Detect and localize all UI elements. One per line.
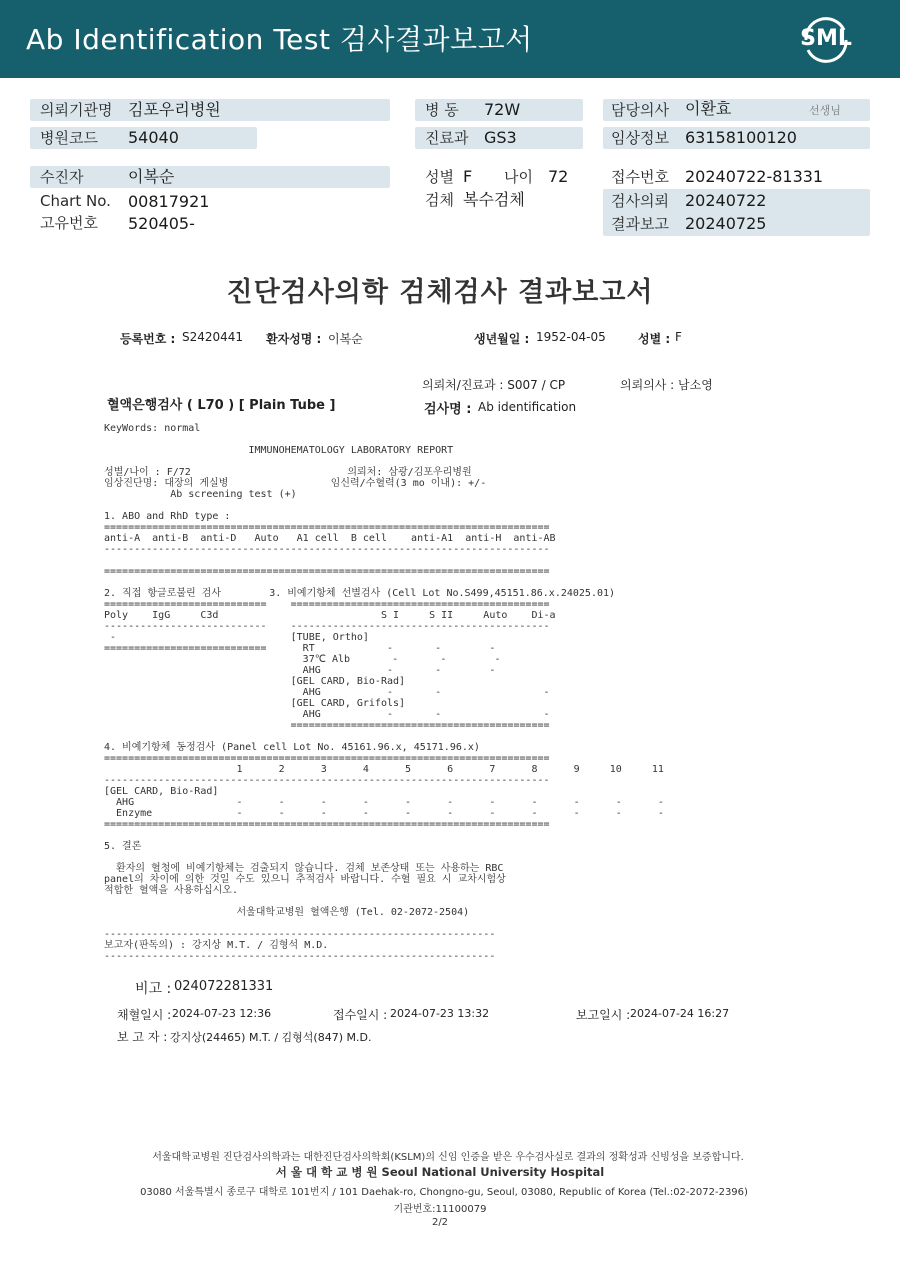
patient-value: 이복순 [128, 167, 175, 186]
doctor-label: 담당의사 [611, 101, 669, 119]
sex-label: 성별 [425, 168, 454, 186]
footer-certification: 서울대학교병원 진단검사의학과는 대한진단검사의학회(KSLM)의 신임 인증을 받은 우수검사실로 결과의 정확성과 신빙성을 보증합니다. [152, 1152, 744, 1163]
report-line: AHG - - - [104, 709, 550, 720]
header-bar [0, 0, 900, 78]
specimen-label: 검체 [425, 191, 454, 209]
logo-text: SML [800, 26, 852, 51]
doc-sex-label: 성별 : [638, 332, 671, 346]
report-line: 보고자(판독의) : 강지상 M.T. / 김형석 M.D. [104, 940, 329, 951]
report-line: -------------------------------------------------------------------------- [104, 775, 550, 786]
report-line: ----------------------------------------------------------------- [104, 951, 496, 962]
report-line: AHG - - - - - - - - - - - [104, 797, 664, 808]
doctor-suffix: 선생님 [809, 104, 841, 117]
ward-label: 병 동 [425, 101, 459, 119]
hospital-code-label: 병원코드 [40, 129, 98, 147]
report-time-label: 보고일시 : [576, 1008, 631, 1022]
report-line [104, 500, 664, 511]
report-date-label: 결과보고 [611, 215, 669, 233]
sml-logo [796, 10, 856, 70]
patient-bar [30, 166, 390, 188]
footer-address: 03080 서울특별시 종로구 대학로 101번지 / 101 Daehak-ro, Chongno-gu, Seoul, 03080, Republic of Korea (Tel.:02-2072-2396) [140, 1187, 748, 1198]
sex-value: F [463, 167, 473, 186]
institution-value: 김포우리병원 [128, 100, 221, 119]
report-line [104, 555, 664, 566]
reporter-label: 보 고 자 : [117, 1030, 168, 1044]
report-line [104, 918, 664, 929]
note-value: 024072281331 [174, 979, 274, 994]
report-line: =========================================== [104, 720, 550, 731]
report-line: =========================== =========================================== [104, 599, 550, 610]
report-line: 37℃ Alb - - - [104, 654, 501, 665]
receive-value: 2024-07-23 13:32 [390, 1007, 490, 1020]
report-date-value: 20240725 [685, 214, 767, 233]
ward-value: 72W [484, 100, 521, 119]
report-line: 성별/나이 : F/72 의뢰처: 삼광/김포우리병원 [104, 467, 472, 478]
dept-label: 진료과 [425, 129, 469, 147]
report-line: [GEL CARD, Bio-Rad] [104, 676, 406, 687]
report-line [104, 456, 664, 467]
page-number: 2/2 [431, 1217, 449, 1228]
report-line: 환자의 혈청에 비예기항체는 검출되지 않습니다. 검체 보존상태 또는 사용하는 RBC [104, 863, 504, 874]
reg-label: 등록번호 : [120, 332, 176, 346]
report-line [104, 896, 664, 907]
hospital-code-value: 54040 [128, 128, 179, 147]
age-value: 72 [548, 167, 569, 186]
receive-label: 접수일시 : [333, 1008, 388, 1022]
report-line: ----------------------------------------------------------------- [104, 929, 496, 940]
receipt-label: 접수번호 [611, 168, 669, 186]
report-line: 2. 직접 항글로불린 검사 3. 비예기항체 선별검사 (Cell Lot No.S499,45151.86.x.24025.01) [104, 588, 616, 599]
report-line [104, 731, 664, 742]
report-line: Enzyme - - - - - - - - - - - [104, 808, 664, 819]
doctor-value: 이환효 [685, 99, 732, 118]
ref-doctor: 의뢰의사 : 남소영 [620, 378, 713, 392]
test-name-label: 검사명 : [424, 402, 472, 417]
report-line: 서울대학교병원 혈액은행 (Tel. 02-2072-2504) [104, 907, 470, 918]
test-name-value: Ab identification [478, 400, 577, 414]
report-line: 적합한 혈액을 사용하십시오. [104, 885, 238, 896]
dob-label: 생년월일 : [474, 332, 530, 346]
clinical-value: 63158100120 [685, 128, 797, 147]
doc-sex-value: F [675, 330, 682, 344]
test-group: 혈액은행검사 ( L70 ) [ Plain Tube ] [107, 398, 336, 413]
report-line: KeyWords: normal [104, 423, 201, 434]
report-line: 임상진단명: 대장의 게실병 임신력/수혈력(3 mo 이내): +/- [104, 478, 487, 489]
report-line: 4. 비예기항체 동정검사 (Panel cell Lot No. 45161.96.x, 45171.96.x) [104, 742, 480, 753]
footer-institution-number: 기관번호:11100079 [393, 1204, 487, 1215]
reg-value: S2420441 [182, 330, 244, 344]
specimen-value: 복수검체 [463, 190, 525, 209]
report-line: [GEL CARD, Grifols] [104, 698, 406, 709]
report-line: 1 2 3 4 5 6 7 8 9 10 11 [104, 764, 664, 775]
report-line: 1. ABO and RhD type : [104, 511, 231, 522]
reporter-value: 강지상(24465) M.T. / 김형석(847) M.D. [170, 1031, 372, 1044]
note-label: 비고 : [135, 981, 172, 997]
chart-label: Chart No. [40, 192, 111, 210]
name-label: 환자성명 : [266, 332, 322, 346]
report-line: -------------------------------------------------------------------------- [104, 544, 550, 555]
receipt-value: 20240722-81331 [685, 167, 824, 186]
report-line: --------------------------- ------------------------------------------- [104, 621, 550, 632]
name-value: 이복순 [328, 332, 363, 346]
clinical-label: 임상정보 [611, 129, 669, 147]
request-label: 검사의뢰 [611, 192, 669, 210]
report-line: Poly IgG C3d S I S II Auto Di-a [104, 610, 556, 621]
dob-value: 1952-04-05 [536, 330, 606, 344]
report-line: =========================== RT - - - [104, 643, 496, 654]
report-line: panel의 차이에 의한 것일 수도 있으니 추적검사 바랍니다. 수혈 필요 시 교차시험상 [104, 874, 506, 885]
report-line: ========================================================================== [104, 566, 550, 577]
ref-dept: 의뢰처/진료과 : S007 / CP [422, 378, 566, 392]
footer-hospital-name: 서 울 대 학 교 병 원 Seoul National University Hospital [275, 1165, 605, 1179]
report-line: [GEL CARD, Bio-Rad] [104, 786, 219, 797]
report-line: IMMUNOHEMATOLOGY LABORATORY REPORT [104, 445, 454, 456]
report-line: ========================================================================== [104, 819, 550, 830]
report-line: Ab screening test (+) [104, 489, 297, 500]
chart-value: 00817921 [128, 192, 210, 211]
report-line: AHG - - - [104, 665, 496, 676]
dept-value: GS3 [484, 128, 517, 147]
report-line: 5. 결론 [104, 841, 142, 852]
collect-value: 2024-07-23 12:36 [172, 1007, 272, 1020]
institution-label: 의뢰기관명 [40, 101, 113, 119]
collect-label: 채혈일시 : [117, 1008, 172, 1022]
unique-label: 고유번호 [40, 214, 98, 232]
report-line: ========================================================================== [104, 753, 550, 764]
report-line [104, 577, 664, 588]
age-label: 나이 [504, 168, 533, 186]
report-line: anti-A anti-B anti-D Auto A1 cell B cell anti-A1 anti-H anti-AB [104, 533, 556, 544]
report-line: ========================================================================== [104, 522, 550, 533]
document-title: 진단검사의학 검체검사 결과보고서 [226, 277, 654, 308]
patient-label: 수진자 [40, 168, 84, 186]
report-time-value: 2024-07-24 16:27 [630, 1007, 730, 1020]
report-title: Ab Identification Test 검사결과보고서 [26, 23, 533, 56]
report-line: - [TUBE, Ortho] [104, 632, 369, 643]
report-line: AHG - - - [104, 687, 550, 698]
report-line [104, 852, 664, 863]
unique-value: 520405- [128, 214, 195, 233]
request-value: 20240722 [685, 191, 767, 210]
lab-report-body [104, 423, 664, 962]
report-line [104, 830, 664, 841]
report-line [104, 434, 664, 445]
